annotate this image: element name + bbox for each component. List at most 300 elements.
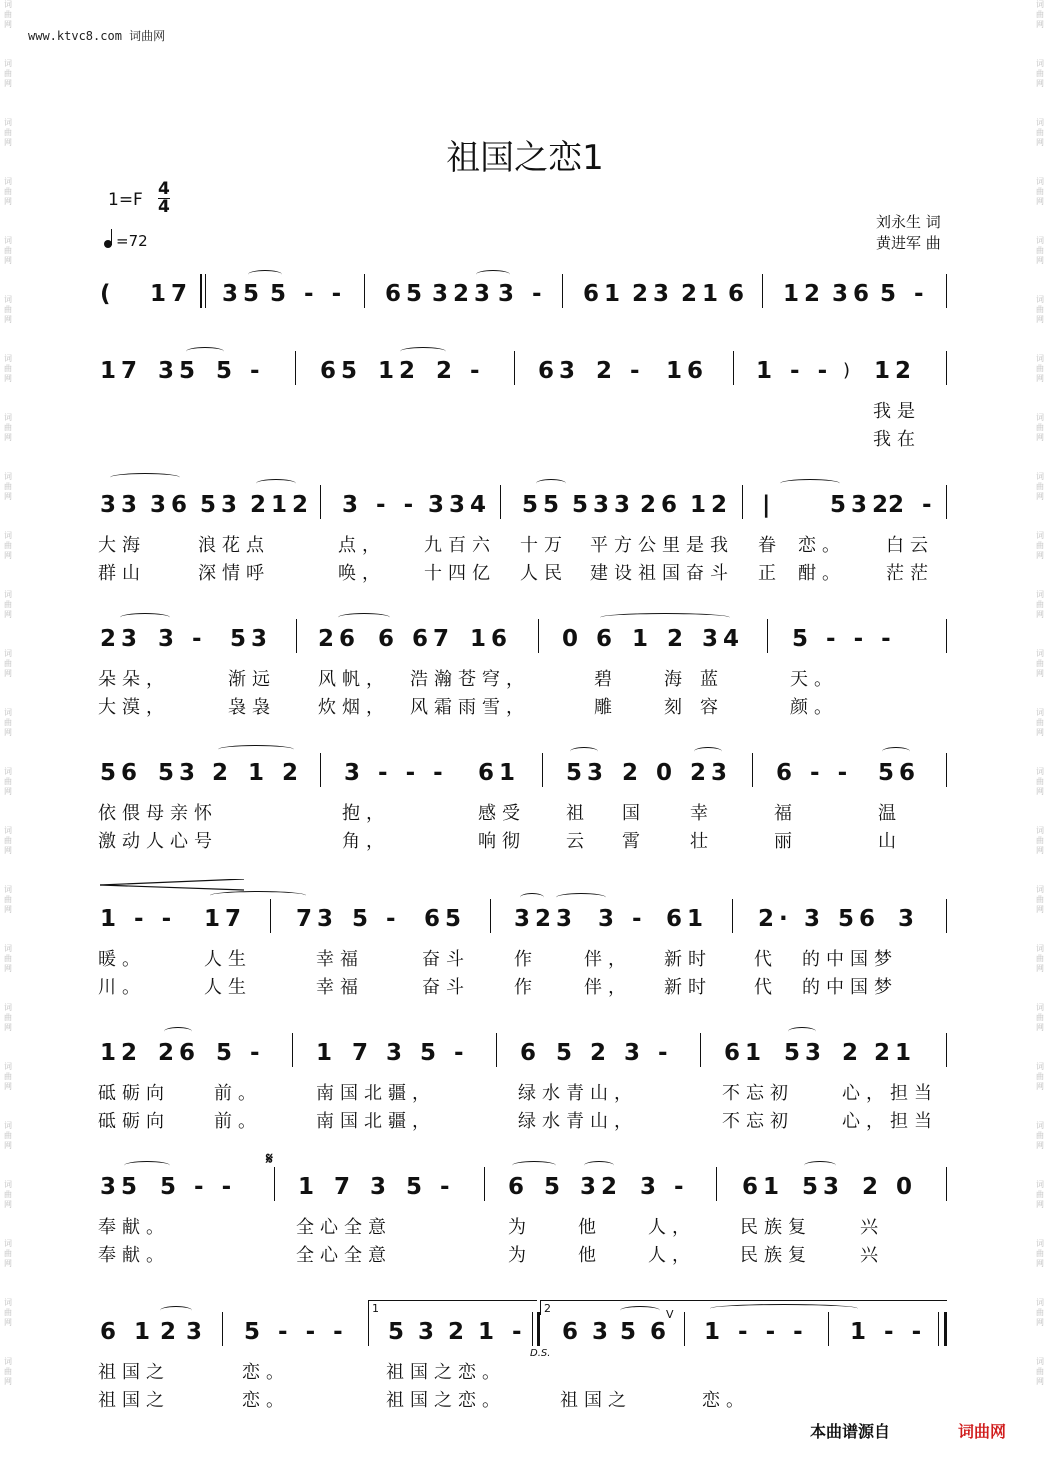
note-group: 1 -: [478, 1319, 527, 1345]
watermark-glyphs: 词 曲 网: [1036, 767, 1044, 796]
barline: [484, 1167, 485, 1201]
barline: [732, 899, 733, 933]
note-group: 36: [150, 492, 193, 518]
note-group: 2·: [758, 906, 793, 932]
slur: [882, 747, 910, 756]
lyric: 天。: [790, 669, 838, 690]
watermark-glyphs: 词 曲 网: [4, 177, 12, 206]
lyric: 绿水青山，: [518, 1111, 638, 1132]
barline: [946, 899, 947, 933]
barline: [946, 753, 947, 787]
barline: [938, 1312, 939, 1346]
barline: [364, 274, 365, 308]
lyric: 民族复: [740, 1217, 812, 1238]
slur: [218, 745, 294, 754]
notes: [0, 357, 1050, 397]
slur: [186, 347, 224, 356]
watermark-glyphs: 词 曲 网: [1036, 1121, 1044, 1150]
lyric: 温: [878, 803, 902, 824]
note-group: 1 - - -: [704, 1319, 808, 1345]
lyric: 袅袅: [228, 697, 276, 718]
barline: [700, 1033, 701, 1067]
note-group: |: [762, 492, 776, 518]
slur: [400, 347, 446, 356]
volta-2-label: 2: [544, 1302, 551, 1315]
watermark-glyphs: 词 曲 网: [1036, 1062, 1044, 1091]
note-group: 63: [538, 358, 581, 384]
note-group: 5 -: [420, 1040, 469, 1066]
lyric: 人生: [204, 977, 252, 998]
lyric: 新时: [664, 949, 712, 970]
lyric: 感受: [478, 803, 526, 824]
watermark-glyphs: 词 曲 网: [1036, 413, 1044, 442]
lyric: 依偎母亲怀: [98, 803, 218, 824]
slur: [788, 1027, 816, 1036]
lyric: 代: [754, 977, 778, 998]
notes: [0, 491, 1050, 531]
slur: [570, 747, 598, 756]
note-group: 6: [520, 1040, 542, 1066]
note-group: 2: [842, 1040, 864, 1066]
note-group: 17: [204, 906, 247, 932]
note-group: 2: [667, 626, 689, 652]
slur: [780, 479, 840, 488]
lyric: 祖国之: [98, 1362, 170, 1383]
watermark-glyphs: 词 曲 网: [1036, 177, 1044, 206]
note-group: 32: [580, 1174, 623, 1200]
lyric: 为: [508, 1217, 532, 1238]
notes: [0, 280, 1050, 320]
note-group: 2 -: [596, 358, 645, 384]
watermark-glyphs: 词 曲 网: [4, 885, 12, 914]
note-group: 532: [830, 492, 894, 518]
slur: [160, 1306, 192, 1315]
note-group: 1 - -: [756, 358, 833, 384]
lyric: 南国北疆，: [316, 1111, 436, 1132]
lyric: 川。: [98, 977, 146, 998]
lyric: 砥砺向: [98, 1111, 170, 1132]
lyric: 渐远: [228, 669, 276, 690]
watermark-glyphs: 词 曲 网: [4, 649, 12, 678]
lyric: 颜。: [790, 697, 838, 718]
note-group: 2: [448, 1319, 470, 1345]
note-group: 5 -: [352, 906, 401, 932]
note-group: 12: [378, 358, 421, 384]
note-group: 334: [428, 492, 492, 518]
slur: [248, 270, 282, 279]
barline: [368, 1312, 369, 1346]
paren: ): [843, 360, 856, 381]
barline: [767, 619, 768, 653]
lyric: 建设祖国: [590, 563, 686, 584]
slur: [804, 1161, 836, 1170]
watermark-glyphs: 词 曲 网: [4, 590, 12, 619]
slur: [120, 613, 170, 622]
tempo-mark: [104, 232, 148, 250]
notes: [0, 625, 1050, 665]
note-group: 12: [100, 1040, 143, 1066]
watermark-glyphs: 词 曲 网: [1036, 236, 1044, 265]
note-group: 3: [804, 906, 826, 932]
slur: [124, 1161, 170, 1170]
watermark-glyphs: 词 曲 网: [1036, 649, 1044, 678]
note-group: 61: [666, 906, 709, 932]
lyric: 暖。: [98, 949, 146, 970]
note-group: (: [100, 281, 116, 307]
barline: [205, 274, 206, 308]
lyric: 国: [622, 803, 646, 824]
watermark-glyphs: 词 曲 网: [1036, 118, 1044, 147]
lyric: 丽: [774, 831, 798, 852]
slur: [520, 893, 544, 902]
note-group: 2: [212, 760, 234, 786]
note-group: 5 -: [406, 1174, 455, 1200]
site-header[interactable]: www.ktvc8.com 词曲网: [28, 29, 166, 43]
note-group: 5 - - -: [244, 1319, 348, 1345]
lyric: 奋斗: [422, 977, 470, 998]
lyric: 十万: [520, 535, 568, 556]
lyric: 角，: [342, 831, 390, 852]
note-group: 5 -: [880, 281, 929, 307]
lyric: 幸: [690, 803, 714, 824]
watermark-glyphs: 词 曲 网: [1036, 944, 1044, 973]
lyric: 的中国梦: [802, 949, 898, 970]
note-group: 65: [320, 358, 363, 384]
lyric: 山: [878, 831, 902, 852]
lyric: 他: [578, 1245, 602, 1266]
watermark-glyphs: 词 曲 网: [1036, 472, 1044, 501]
slur: [536, 479, 566, 488]
note-group: 6: [100, 1319, 122, 1345]
barline: [292, 1033, 293, 1067]
lyric: 抱，: [342, 803, 390, 824]
watermark-glyphs: 词 曲 网: [1036, 590, 1044, 619]
lyric: 不忘初: [722, 1083, 794, 1104]
note-group: 212: [250, 492, 314, 518]
note-group: 2 -: [436, 358, 485, 384]
note-group: 21: [874, 1040, 917, 1066]
note-group: 2: [282, 760, 304, 786]
note-group: 56: [878, 760, 921, 786]
watermark-glyphs: 词 曲 网: [1036, 0, 1044, 29]
lyric: 唤，: [338, 563, 386, 584]
note-group: 5 - -: [270, 281, 347, 307]
dal-segno-mark: D.S.: [530, 1348, 551, 1359]
slur: [476, 270, 510, 279]
notes: [0, 1318, 1050, 1358]
note-group: 7: [334, 1174, 356, 1200]
lyric: 刻: [664, 697, 688, 718]
note-group: 61: [583, 281, 626, 307]
note-group: 3 - -: [342, 492, 419, 518]
barline: [496, 1033, 497, 1067]
barline: [200, 274, 202, 308]
note-group: 1 - -: [100, 906, 177, 932]
lyric: 奋斗: [686, 563, 734, 584]
notes: [0, 1039, 1050, 1079]
note-group: 65: [424, 906, 467, 932]
note-group: 5: [388, 1319, 410, 1345]
note-group: 56: [100, 760, 143, 786]
note-group: 6: [378, 626, 400, 652]
lyric: 代: [754, 949, 778, 970]
note-group: 3 -: [598, 906, 647, 932]
volta-1: [368, 1300, 537, 1315]
slur: [512, 1161, 556, 1170]
volta-1-label: 1: [372, 1302, 379, 1315]
watermark-glyphs: 词 曲 网: [4, 0, 12, 29]
lyric: 幸福: [316, 977, 364, 998]
lyric: 浪花点: [198, 535, 270, 556]
lyric: 绿水青山，: [518, 1083, 638, 1104]
note-group: 53: [200, 492, 243, 518]
lyric: 奋斗: [422, 949, 470, 970]
credits: [876, 212, 941, 254]
lyric: 心，担当: [842, 1111, 938, 1132]
watermark-glyphs: 词 曲 网: [1036, 1180, 1044, 1209]
watermark-glyphs: 词 曲 网: [1036, 1003, 1044, 1032]
barline: [946, 1033, 947, 1067]
note-group: 2: [590, 1040, 612, 1066]
lyric: 恋。: [702, 1390, 750, 1411]
note-group: 533: [572, 492, 636, 518]
barline: [296, 619, 297, 653]
lyric: 人，: [648, 1245, 696, 1266]
watermark-glyphs: 词 曲 网: [4, 236, 12, 265]
lyric: 我是: [873, 401, 921, 422]
note-group: 26: [318, 626, 361, 652]
footer-brand-link[interactable]: 词曲网: [958, 1422, 1007, 1441]
note-group: 3: [592, 1319, 614, 1345]
slur: [620, 1306, 660, 1315]
tie: [710, 1304, 858, 1313]
lyric: 他: [578, 1217, 602, 1238]
barline: [320, 753, 321, 787]
note-group: 61: [724, 1040, 767, 1066]
lyric: 前。: [214, 1111, 262, 1132]
slur: [584, 1161, 614, 1170]
note-group: 35: [158, 358, 201, 384]
watermark-glyphs: 词 曲 网: [4, 1003, 12, 1032]
note-group: 33: [100, 492, 143, 518]
note-group: 3: [386, 1040, 408, 1066]
note-group: 7: [352, 1040, 374, 1066]
note-group: 3 -: [158, 626, 207, 652]
note-group: 6 - -: [776, 760, 853, 786]
watermark-glyphs: 词 曲 网: [4, 708, 12, 737]
note-group: 0: [896, 1174, 918, 1200]
lyric: 点，: [338, 535, 386, 556]
note-group: 21: [681, 281, 724, 307]
lyric: 心，担当: [842, 1083, 938, 1104]
lyric: 砥砺向: [98, 1083, 170, 1104]
note-group: 3 -: [498, 281, 547, 307]
barline: [742, 485, 743, 519]
note-group: 61: [478, 760, 521, 786]
lyric: 民族复: [740, 1245, 812, 1266]
lyric: 海: [664, 669, 688, 690]
note-group: 0: [656, 760, 678, 786]
lyric: 大漠，: [98, 697, 170, 718]
slur: [110, 473, 180, 482]
note-group: 12: [690, 492, 733, 518]
note-group: 3: [370, 1174, 392, 1200]
watermark-glyphs: 词 曲 网: [4, 767, 12, 796]
note-group: 53: [784, 1040, 827, 1066]
barline: [946, 619, 947, 653]
note-group: 6: [728, 281, 750, 307]
note-group: 53: [802, 1174, 845, 1200]
note-group: 3: [898, 906, 920, 932]
watermark-glyphs: 词 曲 网: [1036, 354, 1044, 383]
lyric: 激动人心号: [98, 831, 218, 852]
note-group: 35: [100, 1174, 143, 1200]
lyric: 容: [700, 697, 724, 718]
slur: [210, 891, 306, 900]
note-group: 23: [632, 281, 675, 307]
note-group: 23: [100, 626, 143, 652]
note-group: 1: [298, 1174, 320, 1200]
note-group: 26: [640, 492, 683, 518]
barline: [946, 485, 947, 519]
note-group: 1: [248, 760, 270, 786]
lyric: 奉献。: [98, 1245, 170, 1266]
note-group: 67: [412, 626, 455, 652]
segno-icon: 𝄋: [266, 1149, 273, 1168]
note-group: 6: [508, 1174, 530, 1200]
lyric: 酣。: [798, 563, 846, 584]
lyric: 作: [514, 949, 538, 970]
watermark-glyphs: 词 曲 网: [4, 354, 12, 383]
barline: [538, 619, 539, 653]
note-group: 23: [690, 760, 733, 786]
lyric: 为: [508, 1245, 532, 1266]
lyric: 风霜雨雪，: [410, 697, 530, 718]
barline: [752, 753, 753, 787]
lyric: 霄: [622, 831, 646, 852]
barline: [733, 351, 734, 385]
watermark-glyphs: 词 曲 网: [4, 944, 12, 973]
note-group: 5 -: [216, 1040, 265, 1066]
lyric: 大海: [98, 535, 146, 556]
note-group: 1 - -: [850, 1319, 927, 1345]
watermark-glyphs: 词 曲 网: [4, 295, 12, 324]
note-group: 3 -: [640, 1174, 689, 1200]
left-watermark-strip: [0, 0, 16, 1465]
note-group: 5: [556, 1040, 578, 1066]
lyric: 不忘初: [722, 1111, 794, 1132]
note-group: 5 - - -: [792, 626, 896, 652]
note-group: 35: [222, 281, 265, 307]
watermark-glyphs: 词 曲 网: [1036, 531, 1044, 560]
footer-source-label: 本曲谱源自: [810, 1422, 891, 1441]
slur: [164, 1027, 192, 1036]
lyric: 兴: [860, 1217, 884, 1238]
note-group: 1: [134, 1319, 156, 1345]
watermark-glyphs: 词 曲 网: [4, 472, 12, 501]
slur: [694, 747, 722, 756]
lyric: 白云: [886, 535, 934, 556]
barline: [946, 1167, 947, 1201]
note-group: 12: [783, 281, 826, 307]
lyric: 的中国梦: [802, 977, 898, 998]
lyric: 朵朵，: [98, 669, 170, 690]
slur: [338, 613, 390, 622]
lyric: 恋。: [242, 1362, 290, 1383]
notes: [0, 1173, 1050, 1213]
lyric: 人生: [204, 949, 252, 970]
lyric: 正: [758, 563, 782, 584]
barline: [562, 274, 563, 308]
barline: [295, 351, 296, 385]
lyric: 伴，: [584, 949, 632, 970]
note-group: 6: [562, 1319, 584, 1345]
note-group: 65: [385, 281, 428, 307]
barline: [944, 1312, 947, 1346]
note-group: 36: [832, 281, 875, 307]
lyric: 碧: [594, 669, 618, 690]
note-group: 53: [230, 626, 273, 652]
note-group: 0: [562, 626, 584, 652]
barline: [828, 1312, 829, 1346]
watermark-glyphs: 词 曲 网: [4, 118, 12, 147]
barline: [762, 274, 763, 308]
watermark-glyphs: 词 曲 网: [4, 826, 12, 855]
lyric: 前。: [214, 1083, 262, 1104]
crescendo-hairpin: [100, 879, 246, 891]
lyric: 奉献。: [98, 1217, 170, 1238]
watermark-glyphs: 词 曲 网: [1036, 885, 1044, 914]
watermark-glyphs: 词 曲 网: [1036, 1357, 1044, 1386]
watermark-glyphs: 词 曲 网: [1036, 1239, 1044, 1268]
watermark-glyphs: 词 曲 网: [4, 1180, 12, 1209]
lyric: 蓝: [700, 669, 724, 690]
lyric: 全心全意: [296, 1217, 392, 1238]
lyric: 福: [774, 803, 798, 824]
barline: [514, 351, 515, 385]
tempo-value: =72: [116, 232, 148, 250]
lyric: 人民: [520, 563, 568, 584]
lyric: 深情呼: [198, 563, 270, 584]
lyric: 伴，: [584, 977, 632, 998]
watermark-glyphs: 词 曲 网: [4, 1298, 12, 1327]
lyric: 眷: [758, 535, 782, 556]
lyric: 壮: [690, 831, 714, 852]
barline: [684, 1312, 685, 1346]
watermark-glyphs: 词 曲 网: [1036, 295, 1044, 324]
note-group: 323: [432, 281, 496, 307]
lyric: 兴: [860, 1245, 884, 1266]
barline: [532, 1312, 533, 1346]
song-title: 祖国之恋1: [446, 138, 604, 178]
lyric: 祖国之恋。: [386, 1390, 506, 1411]
note-group: 73: [296, 906, 339, 932]
lyric: 祖国之: [98, 1390, 170, 1411]
lyric: 平方公里: [590, 535, 686, 556]
watermark-glyphs: 词 曲 网: [4, 1062, 12, 1091]
barline: [270, 899, 271, 933]
notes: [0, 905, 1050, 945]
lyric: 全心全意: [296, 1245, 392, 1266]
composer: 黄进军 曲: [876, 234, 941, 252]
lyric: 南国北疆，: [316, 1083, 436, 1104]
barline: [537, 1312, 540, 1346]
note-group: 2: [622, 760, 644, 786]
note-group: 55: [522, 492, 565, 518]
lyric: 幸福: [316, 949, 364, 970]
quarter-note-icon: [104, 240, 112, 248]
key-signature: 1=F: [108, 190, 143, 210]
